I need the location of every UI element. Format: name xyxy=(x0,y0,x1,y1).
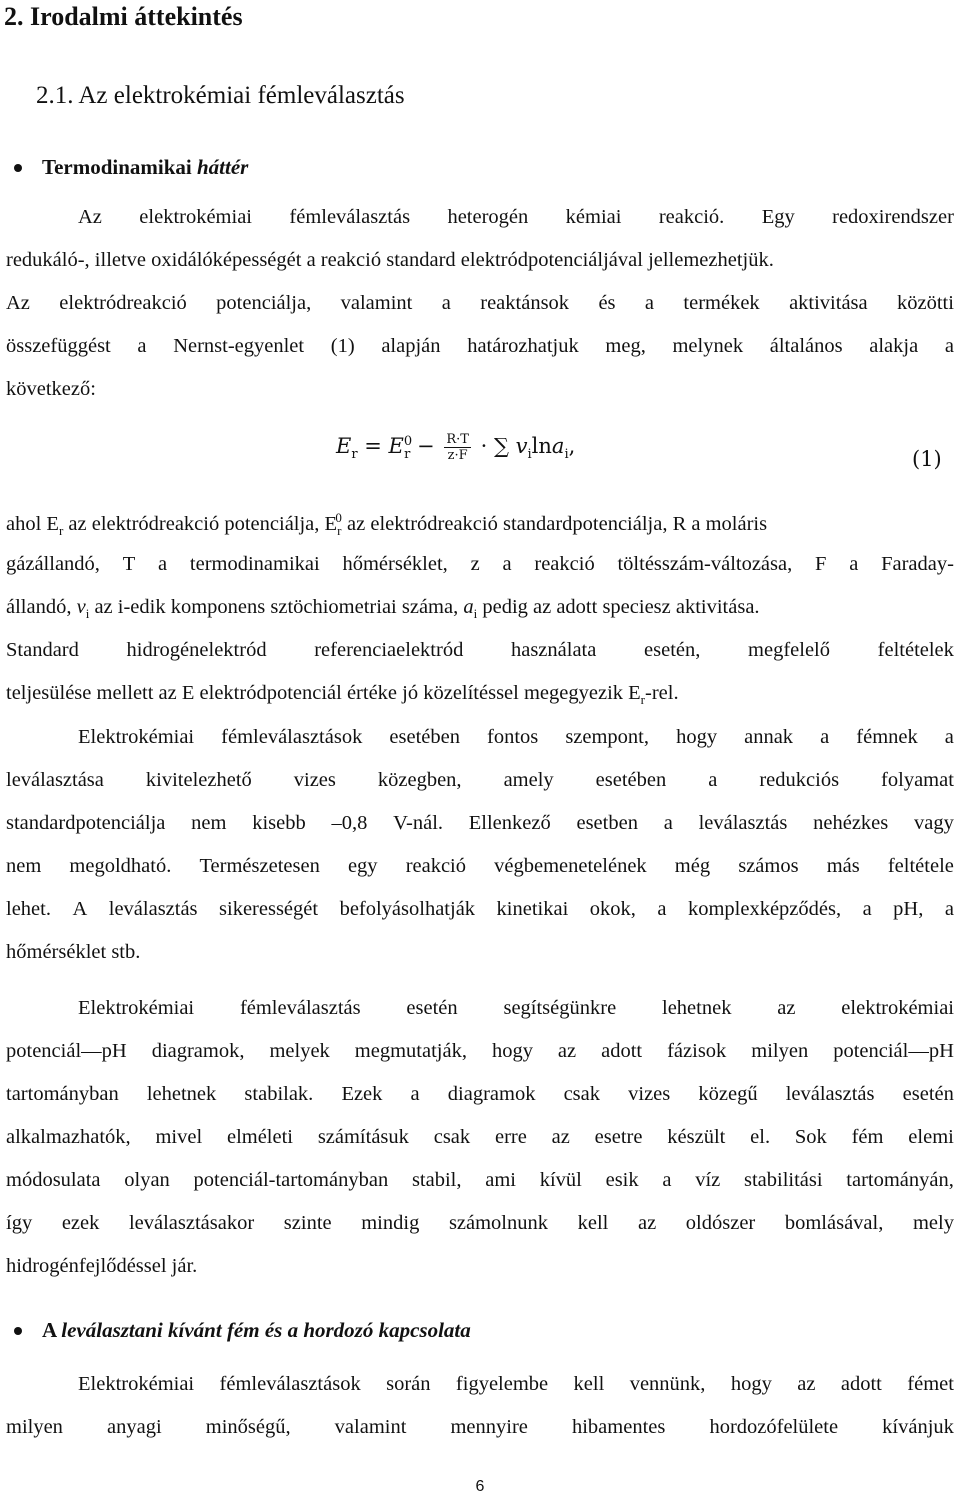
p3-line-1 xyxy=(78,726,954,749)
word: szinte xyxy=(283,1212,332,1234)
word: folyamat xyxy=(881,769,954,791)
word: hogy xyxy=(730,1373,772,1395)
word: stabil, xyxy=(411,1169,462,1191)
word: az xyxy=(777,997,796,1019)
p4-line-2 xyxy=(6,1040,954,1063)
word: A xyxy=(72,898,88,920)
word: Egy xyxy=(761,206,795,228)
word: Ezek xyxy=(341,1083,383,1105)
word: mindig xyxy=(361,1212,420,1234)
word: diagramok xyxy=(447,1083,536,1105)
word: így xyxy=(6,1212,33,1234)
word: a xyxy=(708,769,718,791)
word: adott xyxy=(840,1373,882,1395)
word: el. xyxy=(750,1126,771,1148)
word: diagramok, xyxy=(151,1040,245,1062)
word: az xyxy=(637,1212,657,1234)
word: fém xyxy=(851,1126,884,1148)
word: készült xyxy=(667,1126,726,1148)
word: hibamentes xyxy=(571,1416,666,1438)
bullet-dot-icon xyxy=(14,1327,22,1335)
word: V-nál. xyxy=(393,812,444,834)
p1-line-5: következő: xyxy=(6,378,96,400)
word: termodinamikai xyxy=(189,553,320,575)
word: Elektrokémiai xyxy=(78,726,195,748)
word: kinetikai xyxy=(496,898,569,920)
word: szempont, xyxy=(565,726,650,748)
word: redoxirendszer xyxy=(832,206,954,228)
word: esetben xyxy=(576,812,638,834)
word: Faraday- xyxy=(881,553,954,575)
word: töltésszám-változása, xyxy=(617,553,793,575)
word: a xyxy=(862,898,872,920)
word: reakció xyxy=(405,855,467,877)
word: Ellenkező xyxy=(468,812,551,834)
word: leválasztás xyxy=(785,1083,875,1105)
word: Az xyxy=(78,206,102,228)
word: elektródreakció xyxy=(59,292,187,314)
word: milyen xyxy=(6,1416,63,1438)
word: feltételek xyxy=(877,639,954,661)
word: csak xyxy=(433,1126,471,1148)
word: a xyxy=(502,553,512,575)
word: alkalmazhatók, xyxy=(6,1126,131,1148)
p4-line-7: hidrogénfejlődéssel jár. xyxy=(6,1255,198,1277)
word: minőségű, xyxy=(205,1416,291,1438)
p5-line-2 xyxy=(6,1416,954,1439)
bullet-metal-substrate-relation: A leválasztani kívánt fém és a hordozó kapcsolata xyxy=(42,1318,471,1343)
word: okok, xyxy=(589,898,636,920)
word: Standard xyxy=(6,639,79,661)
word: elemi xyxy=(908,1126,954,1148)
word: és xyxy=(598,292,616,314)
word: elektrokémiai xyxy=(841,997,954,1019)
word: vizes xyxy=(293,769,336,791)
word: aktivitása xyxy=(789,292,868,314)
word: még xyxy=(674,855,711,877)
word: hogy xyxy=(676,726,718,748)
word: –0,8 xyxy=(331,812,368,834)
word: nehézkes xyxy=(813,812,889,834)
word: esetében xyxy=(595,769,667,791)
word: esik xyxy=(605,1169,639,1191)
word: fémet xyxy=(907,1373,954,1395)
word: használata xyxy=(510,639,597,661)
word: elméleti xyxy=(226,1126,293,1148)
word: közegben, xyxy=(377,769,462,791)
word: a xyxy=(662,1169,672,1191)
word: kívül xyxy=(539,1169,582,1191)
word: hordozófelülete xyxy=(709,1416,839,1438)
word: termékek xyxy=(683,292,760,314)
word: vennünk, xyxy=(629,1373,706,1395)
word: hogy xyxy=(491,1040,533,1062)
p3-line-5 xyxy=(6,898,954,921)
word: hidrogénelektród xyxy=(126,639,267,661)
word: esetén, xyxy=(644,639,701,661)
word: fémleválasztások xyxy=(221,726,363,748)
word: befolyásolhatják xyxy=(339,898,476,920)
word: a xyxy=(944,898,954,920)
word: víz xyxy=(695,1169,721,1191)
word: kémiai xyxy=(565,206,622,228)
word: meg, xyxy=(605,335,646,357)
word: anyagi xyxy=(107,1416,162,1438)
p5-line-1 xyxy=(78,1373,954,1396)
word: az xyxy=(551,1126,570,1148)
p4-line-3 xyxy=(6,1083,954,1106)
word: vagy xyxy=(914,812,954,834)
word: T xyxy=(122,553,136,575)
word: mivel xyxy=(155,1126,203,1148)
word: stabilak. xyxy=(244,1083,314,1105)
word: F xyxy=(815,553,827,575)
word: esetén xyxy=(902,1083,954,1105)
bullet-thermodynamic-background: Termodinamikai háttér xyxy=(42,155,248,180)
word: mennyire xyxy=(450,1416,528,1438)
word: leválasztás xyxy=(698,812,788,834)
word: redukciós xyxy=(759,769,840,791)
word: adott xyxy=(601,1040,643,1062)
word: reakció. xyxy=(658,206,725,228)
word: melynek xyxy=(672,335,744,357)
word: számításuk xyxy=(317,1126,409,1148)
word: kívánjuk xyxy=(882,1416,954,1438)
word: reakció xyxy=(534,553,595,575)
word: bomlásával, xyxy=(784,1212,884,1234)
word: fémnek xyxy=(856,726,918,748)
word: (1) xyxy=(330,335,355,357)
word: kisebb xyxy=(252,812,306,834)
word: fémleválasztások xyxy=(219,1373,361,1395)
word: elektrokémiai xyxy=(139,206,252,228)
p3-line-6: hőmérséklet stb. xyxy=(6,941,141,963)
rt-over-zf-fraction: $\frac{R\cdot T}{z\cdot F}$ xyxy=(446,432,469,463)
word: potenciál—pH xyxy=(833,1040,954,1062)
word: stabilitási xyxy=(743,1169,823,1191)
word: amely xyxy=(503,769,554,791)
word: a xyxy=(644,292,655,314)
word: komplexképződés, xyxy=(687,898,842,920)
word: ezek xyxy=(61,1212,100,1234)
word: potenciálja, xyxy=(216,292,312,314)
word: z xyxy=(470,553,480,575)
word: számolnunk xyxy=(448,1212,549,1234)
word: a xyxy=(849,553,859,575)
word: közegű xyxy=(698,1083,758,1105)
word: az xyxy=(557,1040,577,1062)
word: melyek xyxy=(269,1040,330,1062)
word: a xyxy=(944,726,954,748)
word: összefüggést xyxy=(6,335,111,357)
word: leválasztásakor xyxy=(128,1212,255,1234)
word: feltétele xyxy=(887,855,954,877)
page-number: 6 xyxy=(475,1478,485,1495)
word: általános xyxy=(769,335,843,357)
p1-line-4 xyxy=(6,335,954,358)
word: potenciál-tartományban xyxy=(193,1169,389,1191)
word: annak xyxy=(744,726,794,748)
nernst-equation: $E_r = E^0_r$ − $\frac{R\cdot T}{z\cdot F}$ · ∑ $v_i\ln a_i$, xyxy=(336,432,576,463)
word: során xyxy=(386,1373,431,1395)
p1-line-3 xyxy=(6,292,954,315)
word: végbemenetelének xyxy=(494,855,647,877)
word: lehet. xyxy=(6,898,51,920)
word: milyen xyxy=(751,1040,809,1062)
word: nem xyxy=(6,855,42,877)
p2-line-2 xyxy=(6,553,954,576)
bullet-dot-icon xyxy=(14,164,22,172)
word: megfelelő xyxy=(748,639,830,661)
word: potenciál—pH xyxy=(6,1040,127,1062)
word: Nernst-egyenlet xyxy=(173,335,305,357)
word: olyan xyxy=(124,1169,170,1191)
word: leválasztás xyxy=(108,898,198,920)
word: ami xyxy=(485,1169,516,1191)
word: hőmérséklet, xyxy=(342,553,448,575)
word: alakja xyxy=(869,335,919,357)
word: Sok xyxy=(794,1126,827,1148)
word: esetén xyxy=(406,997,458,1019)
word: sikerességét xyxy=(219,898,319,920)
word: tartományban xyxy=(6,1083,119,1105)
p2-line-3: állandó, $v_i$ az i-edik komponens sztöchiometriai száma, $a_i$ pedig az adott speciesz aktivitása. xyxy=(6,596,760,622)
word: reaktánsok xyxy=(480,292,570,314)
word: a xyxy=(137,335,147,357)
p4-line-5 xyxy=(6,1169,954,1192)
word: esetében xyxy=(389,726,460,748)
p3-line-2 xyxy=(6,769,954,792)
word: fontos xyxy=(487,726,539,748)
word: standardpotenciálja xyxy=(6,812,166,834)
word: mely xyxy=(912,1212,954,1234)
word: heterogén xyxy=(447,206,529,228)
word: oldószer xyxy=(685,1212,756,1234)
p3-line-4 xyxy=(6,855,954,878)
word: Természetesen xyxy=(199,855,320,877)
word: tartományán, xyxy=(846,1169,954,1191)
p4-line-1 xyxy=(78,997,954,1020)
p2-line-4 xyxy=(6,639,954,662)
word: gázállandó, xyxy=(6,553,100,575)
word: egy xyxy=(347,855,378,877)
word: csak xyxy=(563,1083,601,1105)
word: referenciaelektród xyxy=(314,639,464,661)
word: lehetnek xyxy=(146,1083,217,1105)
word: Az xyxy=(6,292,30,314)
word: megoldható. xyxy=(69,855,172,877)
word: nem xyxy=(191,812,227,834)
word: a xyxy=(158,553,168,575)
word: lehetnek xyxy=(662,997,732,1019)
word: pH, xyxy=(893,898,924,920)
word: erre xyxy=(494,1126,527,1148)
word: határozhatjuk xyxy=(467,335,579,357)
word: kell xyxy=(577,1212,609,1234)
word: kivitelezhető xyxy=(145,769,252,791)
word: módosulata xyxy=(6,1169,101,1191)
word: kell xyxy=(573,1373,605,1395)
word: a xyxy=(663,812,673,834)
word: a xyxy=(820,726,830,748)
word: figyelembe xyxy=(455,1373,549,1395)
p4-line-6 xyxy=(6,1212,954,1235)
section-heading: 2. Irodalmi áttekintés xyxy=(4,2,243,31)
p4-line-4 xyxy=(6,1126,954,1149)
word: a xyxy=(441,292,451,314)
p2-line-5: teljesülése mellett az E elektródpotenciál értéke jó közelítéssel megegyezik $E_r$-rel. xyxy=(6,682,679,708)
word: valamint xyxy=(340,292,413,314)
word: alapján xyxy=(381,335,441,357)
word: számos xyxy=(738,855,799,877)
word: Elektrokémiai xyxy=(78,997,195,1019)
word: Elektrokémiai xyxy=(78,1373,195,1395)
word: vizes xyxy=(628,1083,671,1105)
word: az xyxy=(797,1373,816,1395)
word: a xyxy=(410,1083,420,1105)
word: leválasztása xyxy=(6,769,104,791)
word: más xyxy=(826,855,860,877)
p2-line-1: ahol $E_r$ az elektródreakció potenciálja, $E_r^0$ az elektródreakció standardpotenciálja, R a moláris xyxy=(6,510,768,538)
word: esetre xyxy=(594,1126,643,1148)
p1-line-1 xyxy=(78,206,954,229)
word: fémleválasztás xyxy=(239,997,361,1019)
word: fémleválasztás xyxy=(289,206,411,228)
word: a xyxy=(944,335,954,357)
word: közötti xyxy=(897,292,954,314)
subsection-heading: 2.1. Az elektrokémiai fémleválasztás xyxy=(36,82,405,109)
word: a xyxy=(657,898,667,920)
word: valamint xyxy=(334,1416,407,1438)
p3-line-3 xyxy=(6,812,954,835)
equation-number: (1) xyxy=(912,447,942,471)
word: segítségünkre xyxy=(503,997,617,1019)
word: megmutatják, xyxy=(354,1040,467,1062)
p1-line-2: redukáló-, illetve oxidálóképességét a reakció standard elektródpotenciáljával jellemezhetjük. xyxy=(6,249,774,271)
word: fázisok xyxy=(667,1040,727,1062)
